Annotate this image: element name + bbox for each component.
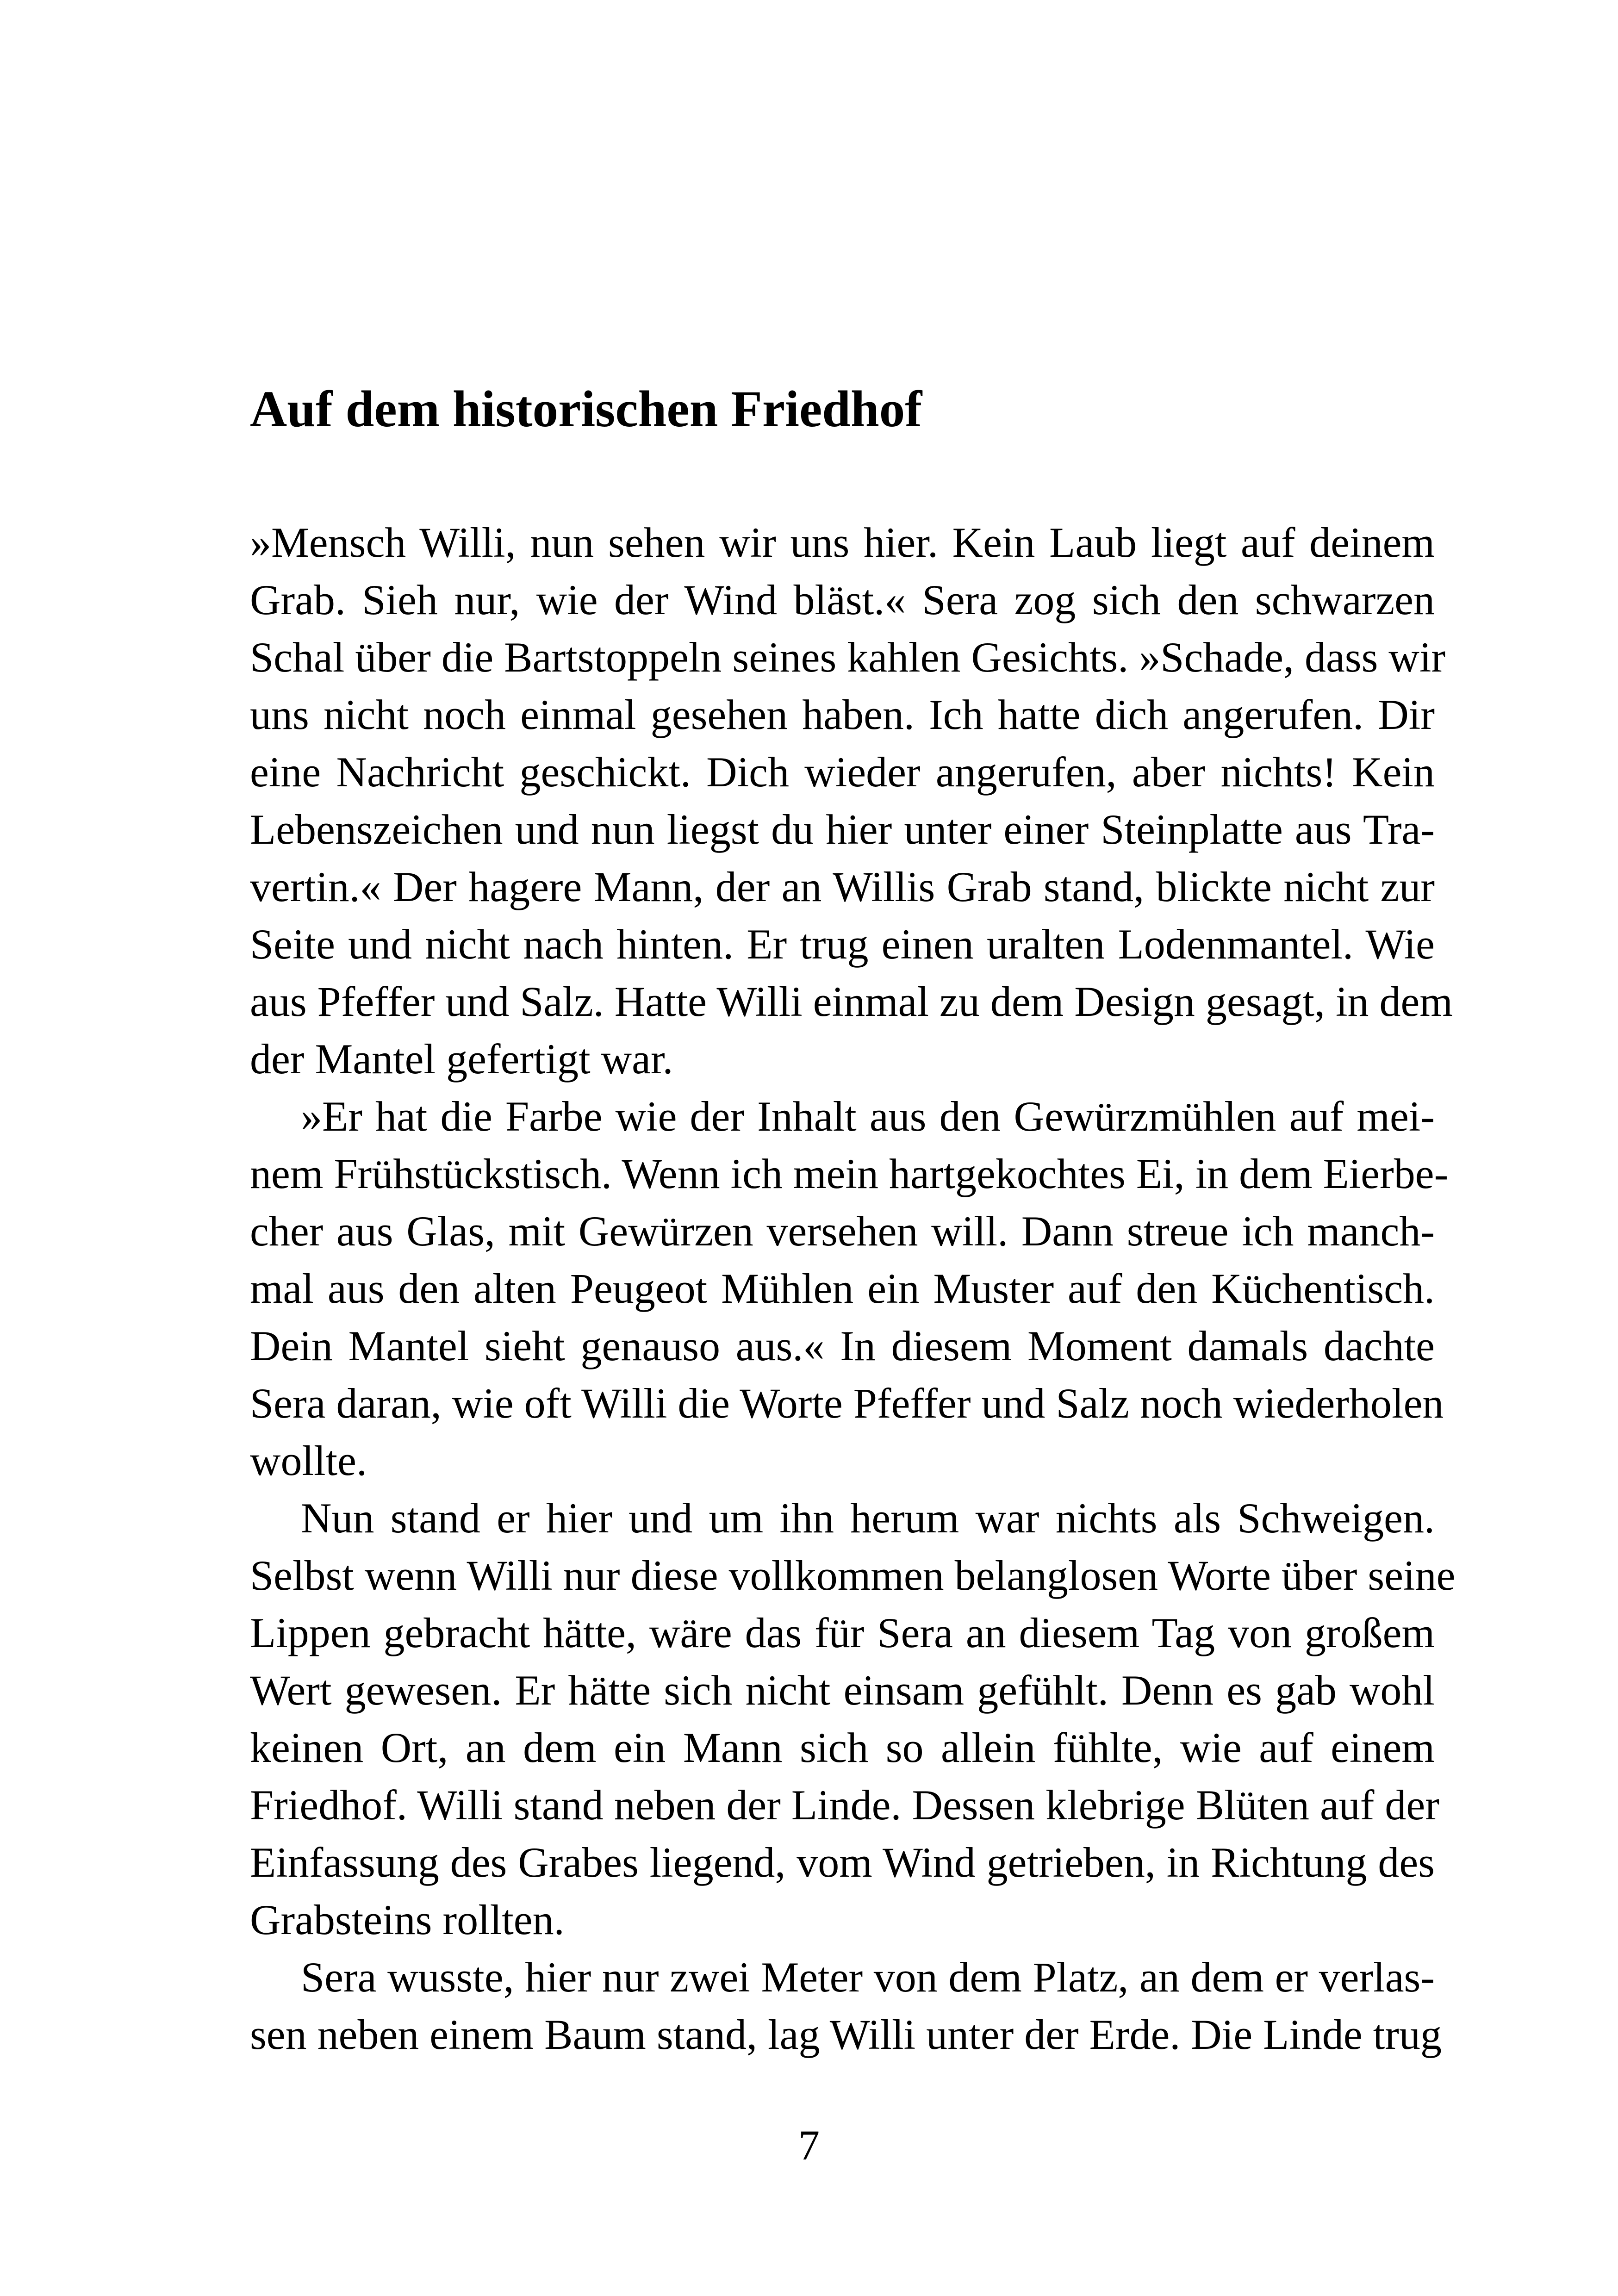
text-line: Selbst wenn Willi nur diese vollkommen belanglosen Worte über seine [250, 1552, 1456, 1599]
text-line: mal aus den alten Peugeot Mühlen ein Muster auf den Küchentisch. [250, 1265, 1435, 1312]
text-line: aus Pfeffer und Salz. Hatte Willi einmal zu dem Design gesagt, in dem [250, 978, 1453, 1025]
text-line: eine Nachricht geschickt. Dich wieder angerufen, aber nichts! Kein [250, 748, 1435, 796]
text-line: Friedhof. Willi stand neben der Linde. Dessen klebrige Blüten auf der [250, 1781, 1439, 1829]
text-line: Schal über die Bartstoppeln seines kahlen Gesichts. »Schade, dass wir [250, 634, 1446, 681]
chapter-title: Auf dem historischen Friedhof [250, 381, 922, 438]
text-line: cher aus Glas, mit Gewürzen versehen will. Dann streue ich manch- [250, 1207, 1435, 1255]
text-line: Lebenszeichen und nun liegst du hier unter einer Steinplatte aus Tra- [250, 806, 1435, 853]
text-line: Sera wusste, hier nur zwei Meter von dem Platz, an dem er verlas- [301, 1954, 1435, 2001]
text-line: keinen Ort, an dem ein Mann sich so allein fühlte, wie auf einem [250, 1724, 1435, 1771]
text-line: Wert gewesen. Er hätte sich nicht einsam gefühlt. Denn es gab wohl [250, 1667, 1435, 1714]
text-line: Grab. Sieh nur, wie der Wind bläst.« Sera zog sich den schwarzen [250, 576, 1435, 623]
text-line: der Mantel gefertigt war. [250, 1035, 673, 1083]
text-line: »Mensch Willi, nun sehen wir uns hier. Kein Laub liegt auf deinem [250, 519, 1435, 566]
text-line: Nun stand er hier und um ihn herum war nichts als Schweigen. [301, 1494, 1435, 1542]
text-line: wollte. [250, 1437, 367, 1484]
text-line: Sera daran, wie oft Willi die Worte Pfeffer und Salz noch wiederholen [250, 1380, 1444, 1427]
text-line: Grabsteins rollten. [250, 1896, 565, 1943]
text-line: Dein Mantel sieht genauso aus.« In diesem Moment damals dachte [250, 1322, 1435, 1369]
text-line: uns nicht noch einmal gesehen haben. Ich hatte dich angerufen. Dir [250, 691, 1435, 738]
text-line: sen neben einem Baum stand, lag Willi unter der Erde. Die Linde trug [250, 2011, 1442, 2058]
page-number: 7 [798, 2122, 820, 2169]
text-line: »Er hat die Farbe wie der Inhalt aus den Gewürzmühlen auf mei- [301, 1093, 1435, 1140]
text-line: nem Frühstückstisch. Wenn ich mein hartgekochtes Ei, in dem Eierbe- [250, 1150, 1449, 1197]
text-line: Einfassung des Grabes liegend, vom Wind getrieben, in Richtung des [250, 1839, 1435, 1886]
text-line: vertin.« Der hagere Mann, der an Willis Grab stand, blickte nicht zur [250, 863, 1435, 910]
text-line: Lippen gebracht hätte, wäre das für Sera an diesem Tag von großem [250, 1609, 1435, 1656]
body-text [250, 514, 1456, 2063]
text-line: Seite und nicht nach hinten. Er trug einen uralten Lodenmantel. Wie [250, 921, 1435, 968]
